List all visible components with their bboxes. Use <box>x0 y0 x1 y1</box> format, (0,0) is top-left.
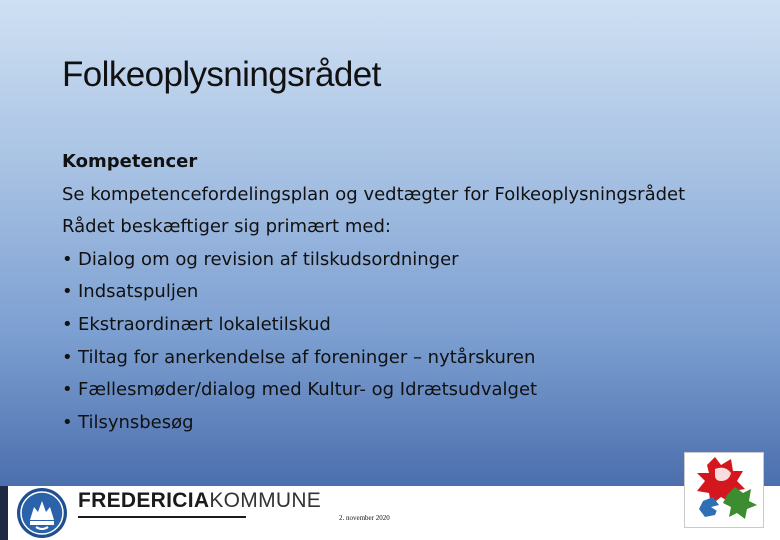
brand-underline <box>78 516 246 518</box>
bullet-icon: • <box>62 346 73 368</box>
bullet-icon: • <box>62 248 73 270</box>
logo-box <box>684 452 764 528</box>
section-heading: Kompetencer <box>62 151 198 172</box>
bullet-icon: • <box>62 411 73 433</box>
body-line: Se kompetencefordelingsplan og vedtægter for Folkeoplysningsrådet <box>62 183 686 205</box>
brand-name-light: KOMMUNE <box>209 489 322 512</box>
bullet-text: Dialog om og revision af tilskudsordninger <box>78 248 459 270</box>
bullet-item <box>62 276 742 309</box>
brand-name <box>78 489 321 513</box>
footer-left-strip <box>0 486 8 540</box>
bullet-item <box>62 342 742 375</box>
bullet-item <box>62 244 742 277</box>
footer-date: 2. november 2020 <box>339 514 390 522</box>
bullet-text: Fællesmøder/dialog med Kultur- og Idrætsudvalget <box>78 379 538 401</box>
bullet-text: Tiltag for anerkendelse af foreninger – nytårskuren <box>78 346 536 368</box>
bullet-item <box>62 309 742 342</box>
colorful-splash-logo-icon <box>685 453 763 527</box>
bullet-text: Ekstraordinært lokaletilskud <box>78 313 331 335</box>
bullet-item <box>62 374 742 407</box>
municipal-crest-icon <box>16 487 68 539</box>
bullet-text: Tilsynsbesøg <box>78 411 194 433</box>
bullet-icon: • <box>62 379 73 401</box>
brand-name-bold: FREDERICIA <box>78 489 210 512</box>
bullet-item <box>62 407 742 440</box>
bullet-icon: • <box>62 281 73 303</box>
slide-body <box>62 146 742 439</box>
bullet-icon: • <box>62 313 73 335</box>
slide-title: Folkeoplysningsrådet <box>62 55 381 94</box>
bullet-text: Indsatspuljen <box>78 281 199 303</box>
body-line: Rådet beskæftiger sig primært med: <box>62 216 391 238</box>
